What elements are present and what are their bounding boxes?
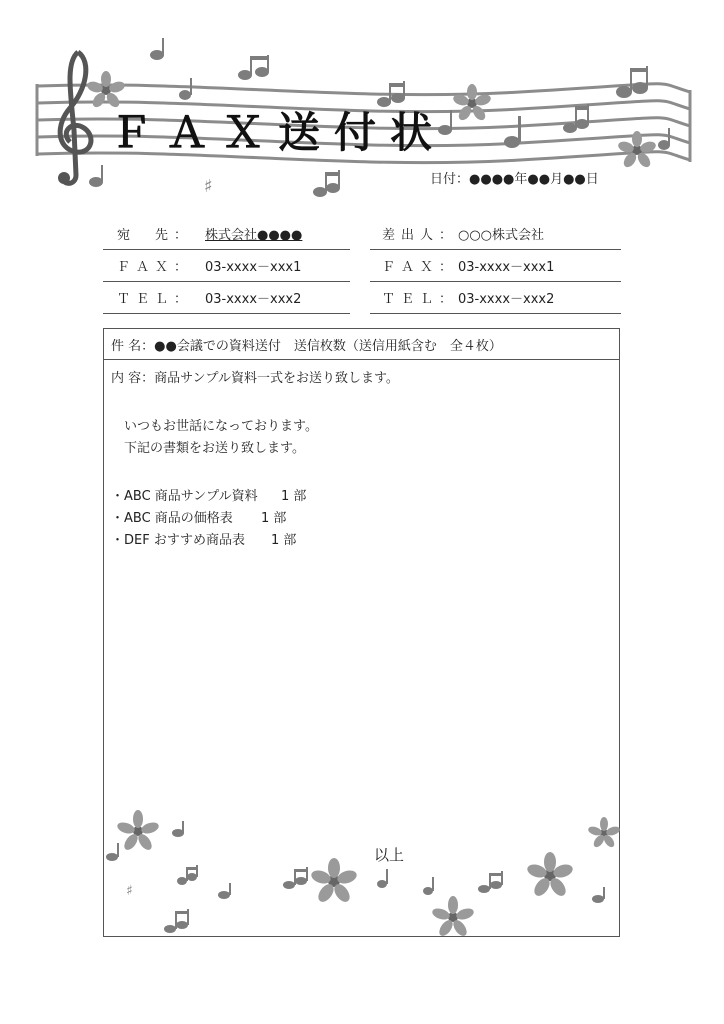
dest-label: 宛 先： bbox=[117, 228, 194, 243]
from-fax-value: 03-xxxx－xxx1 bbox=[458, 260, 555, 275]
dest-value: 株式会社●●●● bbox=[205, 228, 303, 243]
content-intro: 内 容：商品サンプル資料一式をお送り致します。 bbox=[111, 371, 399, 386]
item-name: ・ABC 商品サンプル資料 bbox=[111, 489, 258, 504]
recipient-info bbox=[103, 218, 350, 314]
message-box bbox=[103, 328, 620, 937]
item-qty: 1 部 bbox=[261, 511, 287, 526]
closing-text: 以上 bbox=[374, 846, 405, 864]
from-fax-row bbox=[370, 250, 621, 282]
svg-text:♯: ♯ bbox=[126, 883, 133, 899]
list-item bbox=[111, 508, 612, 530]
sender-label: 差出人： bbox=[382, 228, 459, 243]
item-qty: 1 部 bbox=[281, 489, 307, 504]
dest-row bbox=[103, 218, 350, 250]
list-item bbox=[111, 486, 612, 508]
subject-line: 件 名：●●会議での資料送付 送信枚数（送信用紙含む 全４枚） bbox=[104, 329, 619, 360]
to-fax-label: ＦＡＸ： bbox=[117, 260, 194, 275]
greeting-line-2: 下記の書類をお送り致します。 bbox=[124, 441, 305, 456]
greeting bbox=[111, 416, 612, 460]
to-fax-row bbox=[103, 250, 350, 282]
item-name: ・DEF おすすめ商品表 bbox=[111, 533, 245, 548]
date-line bbox=[430, 168, 599, 187]
sender-row bbox=[370, 218, 621, 250]
date-value: ●●●●年●●月●●日 bbox=[469, 172, 599, 187]
sender-info bbox=[370, 218, 621, 314]
list-item bbox=[111, 530, 612, 552]
document-list bbox=[111, 486, 612, 552]
from-tel-row bbox=[370, 282, 621, 314]
svg-text:♯: ♯ bbox=[204, 176, 213, 197]
sender-value: ○○○株式会社 bbox=[458, 228, 545, 243]
to-tel-label: ＴＥＬ： bbox=[117, 292, 194, 307]
from-tel-value: 03-xxxx－xxx2 bbox=[458, 292, 555, 307]
greeting-line-1: いつもお世話になっております。 bbox=[124, 419, 318, 434]
to-tel-value: 03-xxxx－xxx2 bbox=[205, 292, 302, 307]
message-content bbox=[104, 360, 619, 560]
item-qty: 1 部 bbox=[271, 533, 297, 548]
to-tel-row bbox=[103, 282, 350, 314]
from-fax-label: ＦＡＸ： bbox=[382, 260, 459, 275]
header-banner bbox=[0, 0, 724, 210]
page-title: ＦＡＸ送付状 bbox=[110, 108, 447, 157]
date-label: 日付： bbox=[430, 172, 470, 187]
item-name: ・ABC 商品の価格表 bbox=[111, 511, 233, 526]
from-tel-label: ＴＥＬ： bbox=[382, 292, 459, 307]
to-fax-value: 03-xxxx－xxx1 bbox=[205, 260, 302, 275]
